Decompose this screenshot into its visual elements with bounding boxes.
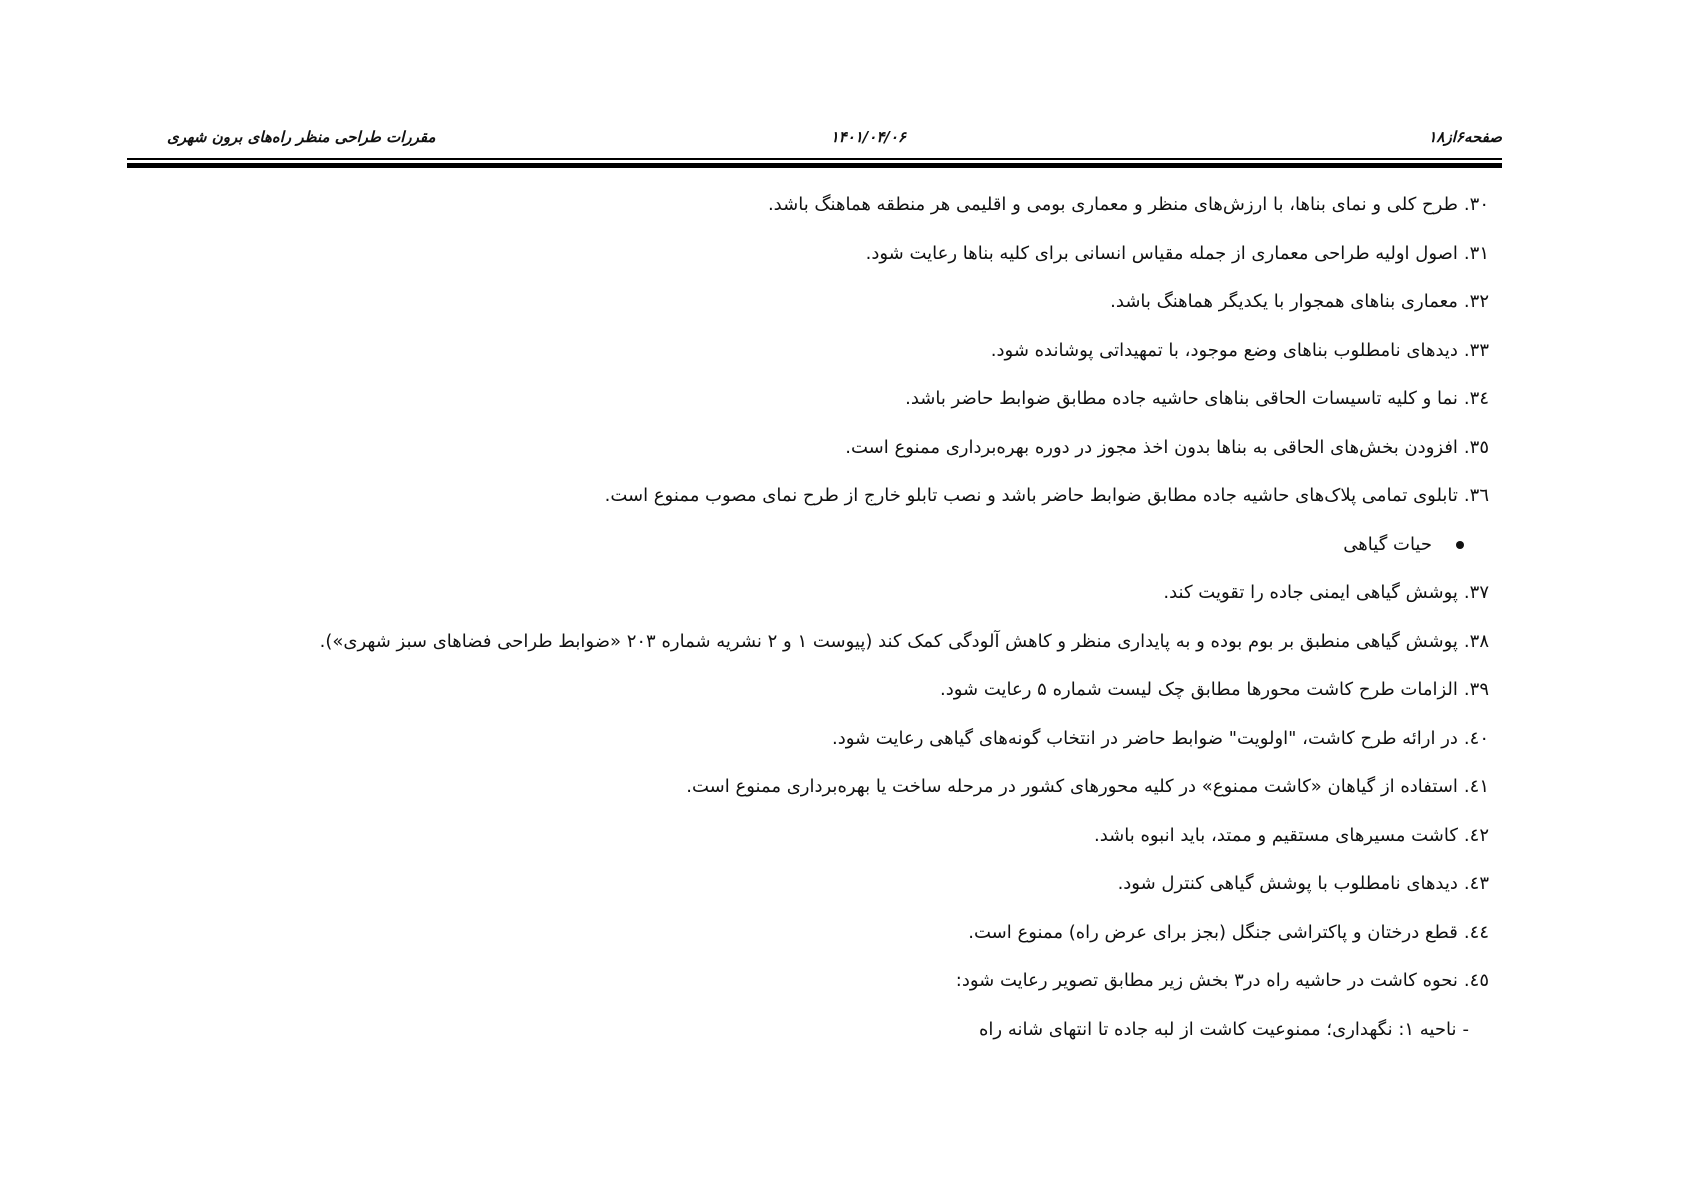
item-text: دیدهای نامطلوب بناهای وضع موجود، با تمهیداتی پوشانده شود.	[990, 339, 1458, 361]
item-text: معماری بناهای همجوار با یکدیگر هماهنگ باشد.	[1110, 291, 1458, 312]
document-body	[189, 181, 1489, 1054]
list-item	[189, 375, 1489, 424]
list-item	[189, 230, 1489, 279]
item-text: دیدهای نامطلوب با پوشش گیاهی کنترل شود.	[1117, 873, 1458, 894]
section-heading-bullet	[189, 521, 1489, 570]
item-number: ٤٤.	[1463, 921, 1489, 943]
item-text: نحوه کاشت در حاشیه راه در۳ بخش زیر مطابق تصویر رعایت شود:	[955, 970, 1458, 991]
dash-marker: -	[1462, 1018, 1469, 1040]
item-text: پوشش گیاهی ایمنی جاده را تقویت کند.	[1163, 582, 1458, 603]
item-text: الزامات طرح کاشت محورها مطابق چک لیست شماره ۵ رعایت شود.	[940, 679, 1458, 700]
list-item	[189, 812, 1489, 861]
item-number: ۳۳.	[1463, 339, 1489, 361]
item-text: تابلوی تمامی پلاک‌های حاشیه جاده مطابق ضوابط حاضر باشد و نصب تابلو خارج از طرح نمای مصوب ممنوع است.	[604, 485, 1458, 506]
item-text: افزودن بخش‌های الحاقی به بناها بدون اخذ مجوز در دوره بهره‌برداری ممنوع است.	[845, 436, 1458, 458]
item-number: ٤۱.	[1463, 776, 1489, 797]
item-text: نما و کلیه تاسیسات الحاقی بناهای حاشیه جاده مطابق ضوابط حاضر باشد.	[905, 388, 1458, 409]
item-text: در ارائه طرح کاشت، "اولویت" ضوابط حاضر در انتخاب گونه‌های گیاهی رعایت شود.	[831, 727, 1458, 749]
item-number: ۳۸.	[1463, 630, 1489, 652]
sub-item-text: ناحیه ۱: نگهداری؛ ممنوعیت کاشت از لبه جاده تا انتهای شانه راه	[979, 1018, 1457, 1040]
header-date: ۱۴۰۱/۰۴/۰۶	[830, 128, 906, 146]
item-text: پوشش گیاهی منطبق بر بوم بوده و به پایداری منظر و کاهش آلودگی کمک کند (پیوست ۱ و ۲ نشریه شماره ۲۰۳ «ضوابط طراحی فضاهای سبز شهری»).	[319, 630, 1458, 652]
list-item	[189, 860, 1489, 909]
item-number: ۳٦.	[1463, 485, 1489, 506]
list-item	[189, 327, 1489, 376]
list-item	[189, 666, 1489, 715]
item-number: ۳۷.	[1463, 582, 1489, 603]
page-number-label: صفحه۶از۱۸	[1428, 128, 1502, 146]
item-number: ۳۱.	[1463, 242, 1489, 264]
item-number: ٤۳.	[1463, 873, 1489, 894]
header-rule-thin	[127, 158, 1502, 160]
item-text: استفاده از گیاهان «کاشت ممنوع» در کلیه محورهای کشور در مرحله ساخت یا بهره‌برداری ممنوع است.	[686, 776, 1458, 797]
item-text: قطع درختان و پاکتراشی جنگل (بجز برای عرض راه) ممنوع است.	[968, 921, 1458, 943]
item-number: ۳۰.	[1463, 194, 1489, 215]
bullet-icon	[1456, 541, 1464, 549]
sub-list-item	[189, 1006, 1489, 1055]
header-rule-thick	[127, 163, 1502, 168]
item-number: ۳٥.	[1463, 436, 1489, 458]
list-item	[189, 763, 1489, 812]
item-text: اصول اولیه طراحی معماری از جمله مقیاس انسانی برای کلیه بناها رعایت شود.	[865, 242, 1458, 264]
list-item	[189, 569, 1489, 618]
document-title: مقررات طراحی منظر راه‌های برون شهری	[167, 128, 436, 146]
list-item	[189, 472, 1489, 521]
item-text: کاشت مسیرهای مستقیم و ممتد، باید انبوه باشد.	[1093, 824, 1458, 846]
list-item	[189, 618, 1489, 667]
list-item	[189, 715, 1489, 764]
item-number: ۳۹.	[1463, 679, 1489, 700]
page-header	[127, 128, 1502, 156]
section-heading-text: حیات گیاهی	[1343, 533, 1432, 555]
item-number: ٤۰.	[1463, 727, 1489, 749]
item-text: طرح کلی و نمای بناها، با ارزش‌های منظر و معماری بومی و اقلیمی هر منطقه هماهنگ باشد.	[767, 194, 1458, 215]
list-item	[189, 424, 1489, 473]
list-item	[189, 278, 1489, 327]
item-number: ۳۲.	[1463, 291, 1489, 312]
list-item	[189, 957, 1489, 1006]
item-number: ٤٥.	[1463, 970, 1489, 991]
list-item	[189, 181, 1489, 230]
item-number: ۳٤.	[1463, 388, 1489, 409]
item-number: ٤۲.	[1463, 824, 1489, 846]
list-item	[189, 909, 1489, 958]
